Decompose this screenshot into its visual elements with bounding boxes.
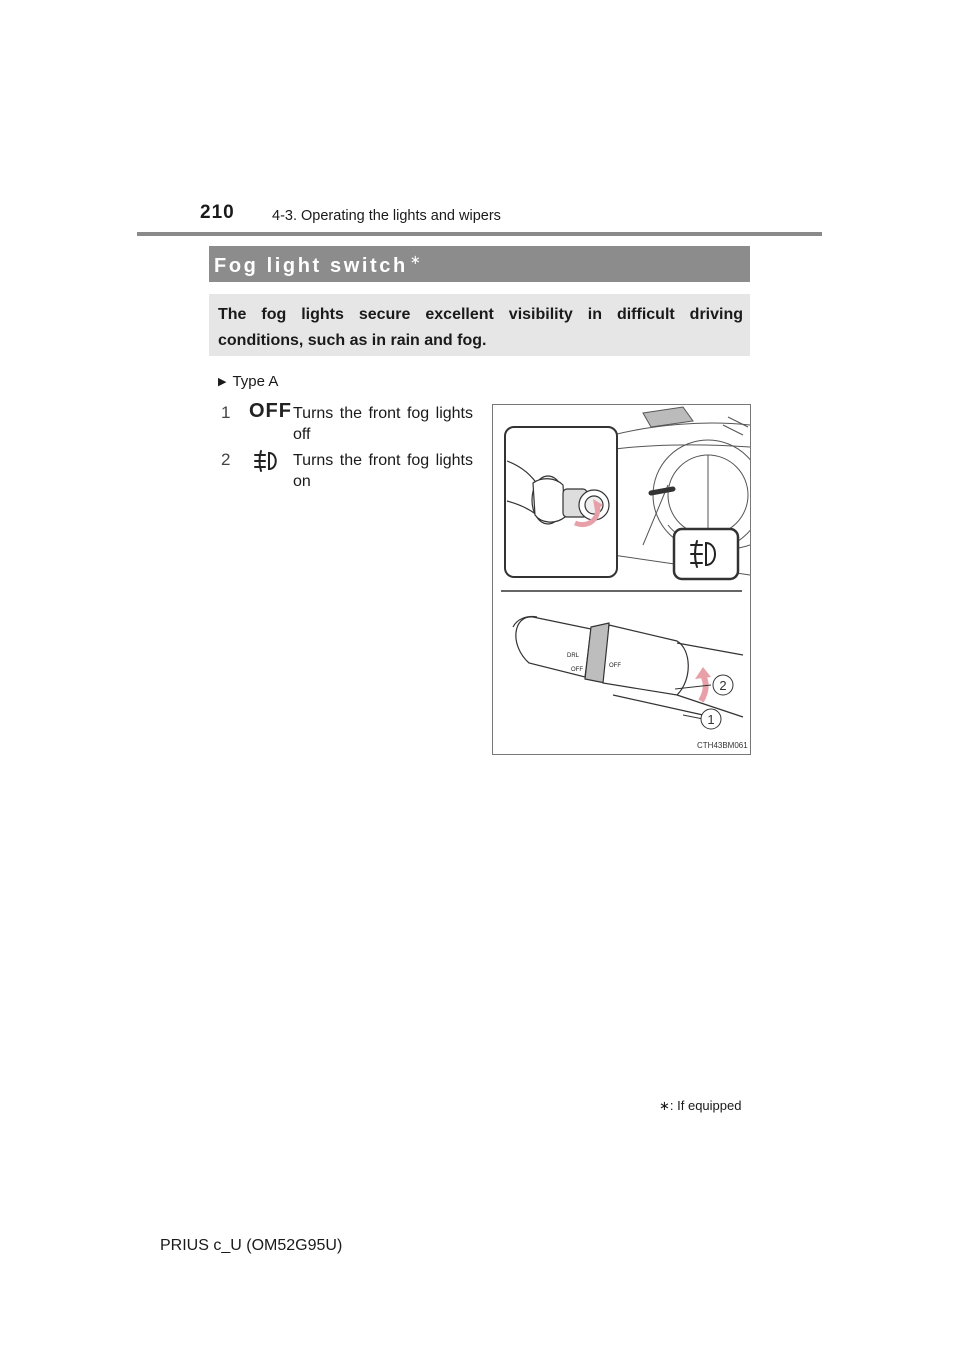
footnote-text: : If equipped [669, 1098, 742, 1113]
section-title-bar [209, 246, 750, 282]
figure-label-off-a: OFF [609, 663, 621, 669]
header-divider [137, 232, 822, 236]
section-title-text: Fog light switch [214, 255, 408, 277]
figure-label-off-b: OFF [571, 667, 583, 673]
item-description-2: Turns the front fog lights on [293, 452, 473, 490]
type-label-text: Type A [232, 373, 279, 390]
fog-light-switch-illustration [493, 405, 750, 754]
figure-label-drl: DRL [567, 653, 580, 659]
section-breadcrumb: 4-3. Operating the lights and wipers [272, 208, 501, 224]
figure-frame [492, 404, 751, 755]
footer-model-code: PRIUS c_U (OM52G95U) [160, 1237, 343, 1254]
off-symbol: OFF [249, 400, 292, 422]
item-number-1: 1 [221, 403, 231, 422]
fog-light-icon [251, 449, 283, 473]
figure-code: CTH43BM061 [697, 741, 748, 750]
item-number-2: 2 [221, 450, 231, 469]
page-number: 210 [200, 202, 235, 223]
type-label [218, 373, 278, 390]
intro-box [209, 294, 750, 356]
figure-callout-2: 2 [719, 678, 727, 693]
if-equipped-mark: ∗ [409, 252, 421, 267]
triangle-bullet-icon: ▶ [218, 376, 227, 388]
figure-callout-1: 1 [707, 712, 715, 727]
intro-text: The fog lights secure excellent visibility in difficult driving conditions, such as in rain and fog. [218, 306, 743, 349]
footnote-mark: ∗ [659, 1098, 670, 1113]
item-description-1: Turns the front fog lights off [293, 405, 473, 443]
footnote [659, 1098, 741, 1114]
section-title [214, 252, 421, 278]
